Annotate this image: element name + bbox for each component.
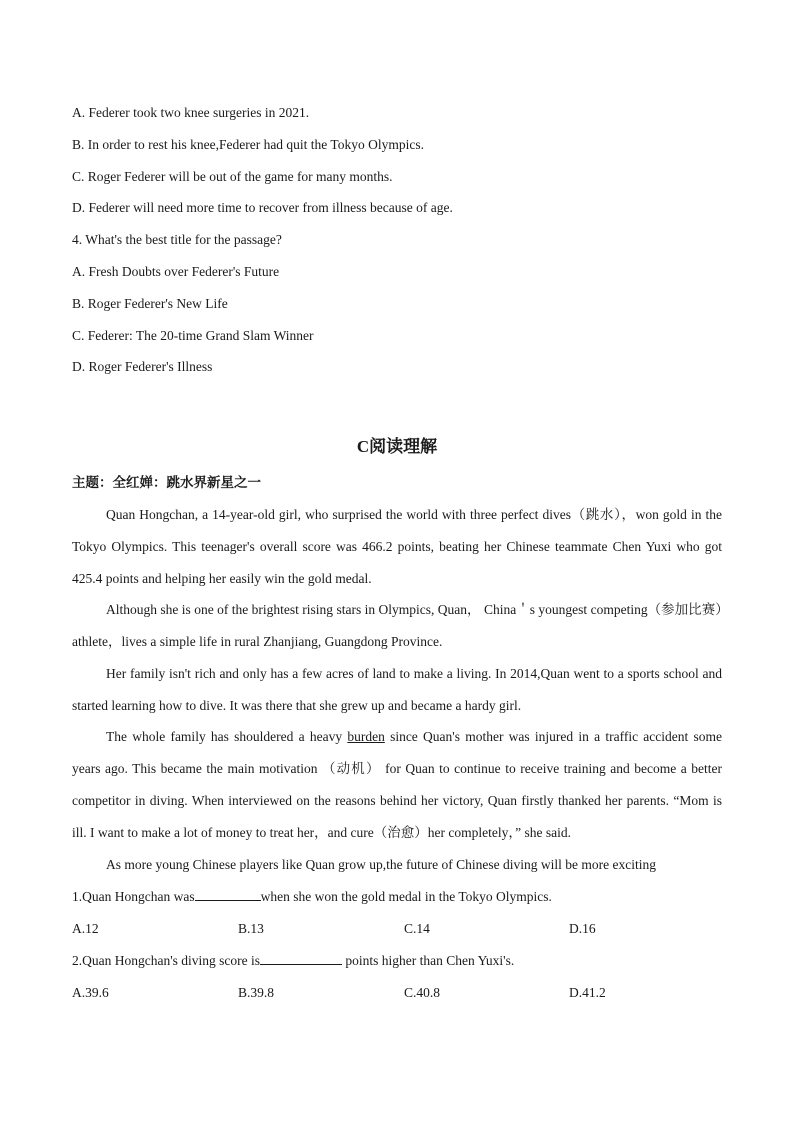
q4-option-c: C. Federer: The 20-time Grand Slam Winner bbox=[72, 328, 314, 343]
q1-option-b: B.13 bbox=[238, 921, 264, 936]
q4-option-b: B. Roger Federer's New Life bbox=[72, 296, 228, 311]
underlined-word-burden: burden bbox=[347, 729, 385, 744]
passage-paragraph-2 bbox=[72, 594, 722, 658]
prev-option-c: C. Roger Federer will be out of the game for many months. bbox=[72, 169, 393, 184]
q4-option-a: A. Fresh Doubts over Federer's Future bbox=[72, 264, 280, 279]
prev-option-a: A. Federer took two knee surgeries in 2021. bbox=[72, 105, 310, 120]
passage-p4-after: since Quan's mother was injured in a traffic accident some years ago. This became the main motivation （动机） for Quan to continue to receive training and become a better competitor in diving. When interviewed on the reasons behind her victory, Quan firstly thanked her parents. “Mom is ill. I want to make a lot of money to treat her，and cure（治愈）her completely，” she said. bbox=[72, 729, 722, 840]
q2-option-b: B.39.8 bbox=[238, 985, 275, 1000]
section-heading: C阅读理解 bbox=[356, 437, 438, 456]
passage-paragraph-3 bbox=[72, 658, 722, 722]
section-topic: 主题：全红婵：跳水界新星之一 bbox=[72, 475, 261, 491]
q2-option-c: C.40.8 bbox=[404, 985, 441, 1000]
passage-paragraph-1 bbox=[72, 499, 722, 595]
passage-paragraph-4 bbox=[72, 721, 722, 849]
q2-answer-blank bbox=[260, 952, 342, 965]
q4-question: 4. What's the best title for the passage? bbox=[72, 232, 282, 247]
q1-stem-before: 1.Quan Hongchan was bbox=[72, 889, 195, 904]
q2-stem-before: 2.Quan Hongchan's diving score is bbox=[72, 953, 261, 968]
q1-option-d: D.16 bbox=[569, 921, 596, 936]
q1-stem-after: when she won the gold medal in the Tokyo Olympics. bbox=[260, 889, 552, 904]
passage-p3-text: Her family isn't rich and only has a few acres of land to make a living. In 2014,Quan went to a sports school and started learning how to dive. It was there that she grew up and became a hardy girl. bbox=[72, 666, 722, 713]
q1-option-a: A.12 bbox=[72, 921, 99, 936]
q2-option-d: D.41.2 bbox=[569, 985, 606, 1000]
passage-paragraph-5 bbox=[72, 849, 722, 881]
q2-stem-after: points higher than Chen Yuxi's. bbox=[342, 953, 515, 968]
question-1-stem bbox=[72, 888, 552, 906]
q4-option-d: D. Roger Federer's Illness bbox=[72, 359, 213, 374]
question-2-stem bbox=[72, 952, 514, 970]
q1-answer-blank bbox=[195, 888, 261, 901]
prev-option-d: D. Federer will need more time to recover from illness because of age. bbox=[72, 200, 453, 215]
passage-p2-text: Although she is one of the brightest rising stars in Olympics, Quan， China＇s youngest competing（参加比赛）athlete，lives a simple life in rural Zhanjiang, Guangdong Province. bbox=[72, 602, 722, 649]
passage-p1-text: Quan Hongchan, a 14-year-old girl, who surprised the world with three perfect dives（跳水），won gold in the Tokyo Olympics. This teenager's overall score was 466.2 points, beating her Chinese teammate Chen Yuxi who got 425.4 points and helping her easily win the gold medal. bbox=[72, 507, 722, 586]
q1-option-c: C.14 bbox=[404, 921, 430, 936]
q2-option-a: A.39.6 bbox=[72, 985, 109, 1000]
passage-p4-before: The whole family has shouldered a heavy bbox=[106, 729, 348, 744]
prev-option-b: B. In order to rest his knee,Federer had quit the Tokyo Olympics. bbox=[72, 137, 424, 152]
passage-p5-text: As more young Chinese players like Quan grow up,the future of Chinese diving will be more exciting bbox=[106, 857, 657, 872]
